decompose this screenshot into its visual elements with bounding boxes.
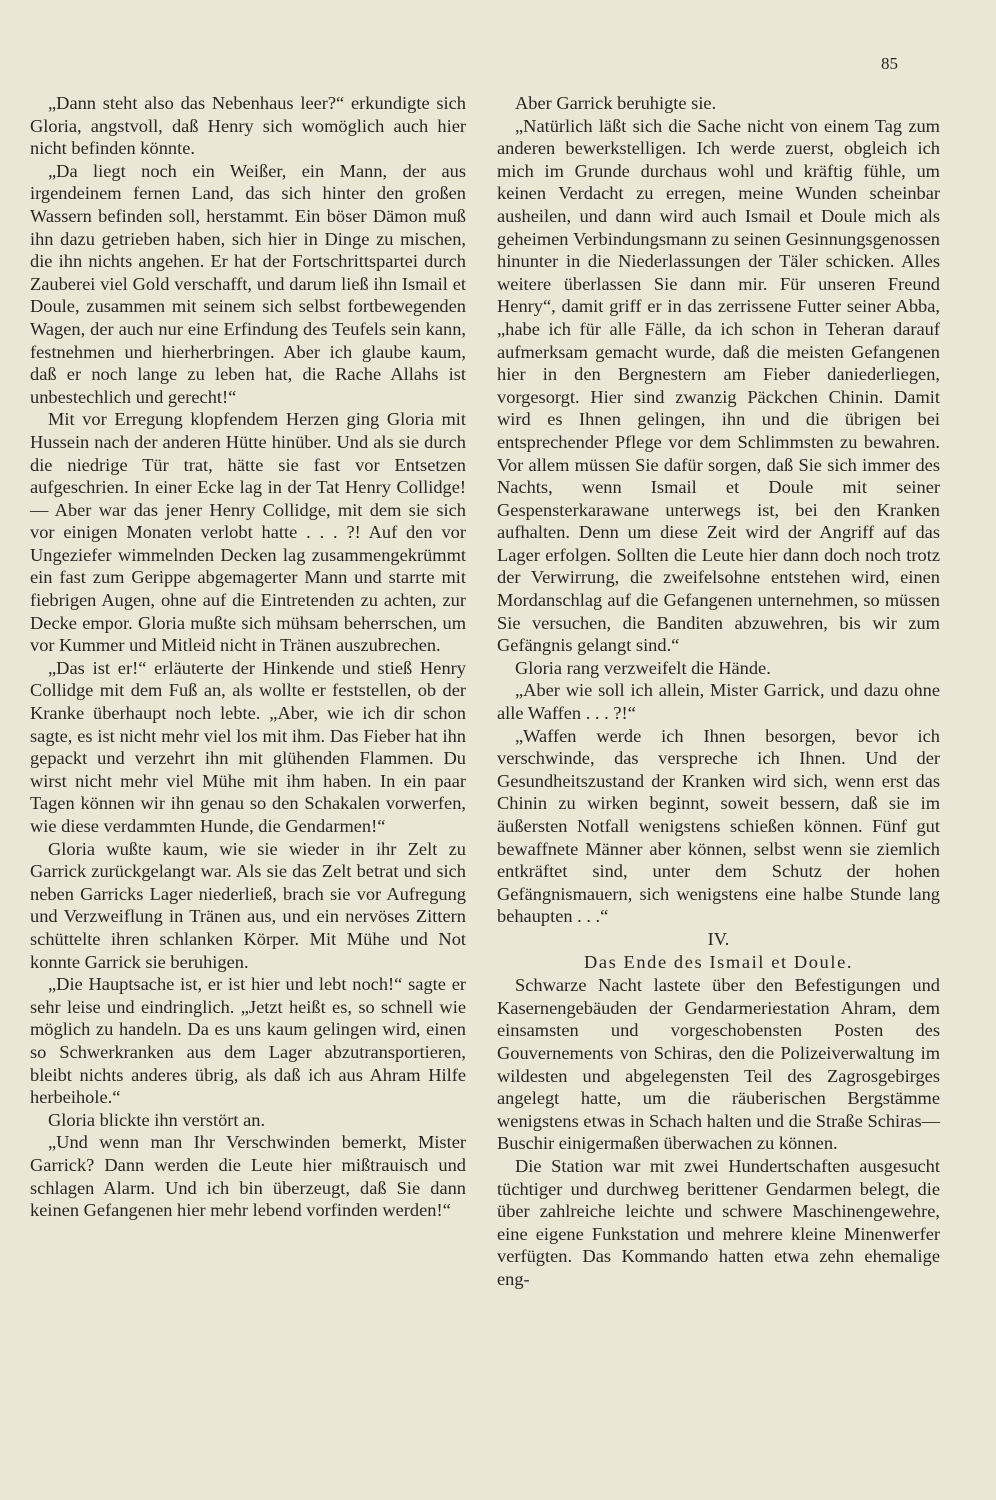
- paragraph: „Das ist er!“ erläuterte der Hinkende und stieß Henry Collidge mit dem Fuß an, als wollte er feststellen, ob der Kranke überhaupt noch lebte. „Aber, wie ich dir schon sagte, es ist nicht mehr viel los mit ihm. Das Fieber hat ihn gepackt und verzehrt ihn mit glühenden Flammen. Du wirst nicht mehr viel Mühe mit ihm haben. In ein paar Tagen können wir ihn genau so den Schakalen vorwerfen, wie diese verdammten Hunde, die Gendarmen!“: [30, 657, 466, 836]
- paragraph: Schwarze Nacht lastete über den Befestigungen und Kasernengebäuden der Gendarmeriestation Ahram, dem einsamsten und vorgeschobensten Posten des Gouvernements von Schiras, den die Polizeiverwaltung im wildesten und abgelegensten Teil des Zagrosgebirges angelegt hatte, um die räuberischen Bergstämme wenigstens etwas in Schach halten und die Straße Schiras—Buschir einigermaßen überwachen zu können.: [497, 975, 940, 1154]
- paragraph: Die Station war mit zwei Hundertschaften ausgesucht tüchtiger und durchweg berittener Gendarmen belegt, die über zahlreiche leichte und schwere Maschinengewehre, eine eigene Funkstation und mehrere kleine Minenwerfer verfügten. Das Kommando hatten etwa zehn ehemalige eng-: [497, 1155, 940, 1289]
- paragraph: „Die Hauptsache ist, er ist hier und lebt noch!“ sagte er sehr leise und eindringlich. „Jetzt heißt es, so schnell wie möglich zu handeln. Da es uns kaum gelingen wird, einen so Schwerkranken aus dem Lager abzutransportieren, bleibt nichts anderes übrig, als daß ich aus Ahram Hilfe herbeihole.“: [30, 974, 466, 1108]
- chapter-number: IV.: [707, 928, 730, 949]
- paragraph: „Und wenn man Ihr Verschwinden bemerkt, Mister Garrick? Dann werden die Leute hier mißtrauisch und schlagen Alarm. Und ich bin überzeugt, daß Sie dann keinen Gefangenen hier mehr lebend vorfinden werden!“: [30, 1132, 466, 1221]
- paragraph: „Dann steht also das Nebenhaus leer?“ erkundigte sich Gloria, angstvoll, daß Henry sich womöglich auch hier nicht befinden könnte.: [30, 93, 466, 159]
- chapter-title: Das Ende des Ismail et Doule.: [583, 951, 854, 972]
- paragraph: Gloria blickte ihn verstört an.: [48, 1109, 266, 1130]
- paragraph: „Da liegt noch ein Weißer, ein Mann, der aus irgendeinem fernen Land, das sich hinter den großen Wassern befinden soll, herstammt. Ein böser Dämon muß ihn dazu getrieben haben, sich hier in Dinge zu mischen, die ihn nichts angehen. Er hat der Fortschrittspartei durch Zauberei viel Gold verschafft, und darum ließ ihn Ismail et Doule, zusammen mit seinem sich selbst fortbewegenden Wagen, der auch nur eine Erfindung des Teufels sein kann, festnehmen und hierherbringen. Aber ich glaube kaum, daß er noch lange zu leben hat, die Rache Allahs ist unbestechlich und gerecht!“: [30, 160, 466, 407]
- paragraph: Gloria wußte kaum, wie sie wieder in ihr Zelt zu Garrick zurückgelangt war. Als sie das Zelt betrat und sich neben Garricks Lager niederließ, brach sie vor Aufregung und Verzweiflung in Tränen aus, und ein nervöses Zittern schüttelte ihren schlanken Körper. Mit Mühe und Not konnte Garrick sie beruhigen.: [30, 838, 466, 972]
- right-column: [497, 92, 940, 1290]
- paragraph: „Aber wie soll ich allein, Mister Garrick, und dazu ohne alle Waffen . . . ?!“: [497, 680, 940, 724]
- left-column: [30, 92, 466, 1222]
- paragraph: Gloria rang verzweifelt die Hände.: [515, 657, 771, 678]
- paragraph: Aber Garrick beruhigte sie.: [515, 93, 717, 113]
- page-number: 85: [881, 54, 898, 73]
- paragraph: „Natürlich läßt sich die Sache nicht von einem Tag zum anderen bewerkstelligen. Ich werde zuerst, obgleich ich mich im Grunde durchaus wohl und kräftig fühle, um keinen Verdacht zu erregen, meine Wunden scheinbar ausheilen, und dann wird auch Ismail et Doule mich als geheimen Verbindungsmann zu seinen Gesinnungsgenossen hinunter in die Niederlassungen der Täler schicken. Alles weitere überlassen Sie dann mir. Für unseren Freund Henry“, damit griff er in das zerrissene Futter seiner Abba, „habe ich für alle Fälle, da ich schon in Teheran darauf aufmerksam gemacht wurde, daß die meisten Gefangenen hier in den Bergnestern am Fieber daniederliegen, vorgesorgt. Hier sind zwanzig Päckchen Chinin. Damit wird es Ihnen gelingen, ihn und die übrigen bei entsprechender Pflege vor dem Schlimmsten zu bewahren. Vor allem müssen Sie dafür sorgen, daß Sie sich immer des Nachts, wenn Ismail et Doule mit seiner Gespensterkarawane unterwegs ist, bei den Kranken aufhalten. Denn um diese Zeit wird der Angriff auf das Lager erfolgen. Sollten die Leute hier dann doch noch trotz der Verwirrung, die zweifelsohne entstehen wird, einen Mordanschlag auf die Gefangenen unternehmen, so müssen Sie versuchen, die Banditen abzuwehren, bis wir zum Gefängnis gelangt sind.“: [497, 115, 940, 656]
- paragraph: „Waffen werde ich Ihnen besorgen, bevor ich verschwinde, das verspreche ich Ihnen. Und der Gesundheitszustand der Kranken wird sich, wenn erst das Chinin zu wirken beginnt, soweit bessern, daß sie im äußersten Notfall wenigstens schießen können. Fünf gut bewaffnete Männer aber können, selbst wenn sie ziemlich entkräftet sind, unter dem Schutz der hohen Gefängnismauern, sich wenigstens eine halbe Stunde lang behaupten . . .“: [497, 725, 940, 927]
- paragraph: Mit vor Erregung klopfendem Herzen ging Gloria mit Hussein nach der anderen Hütte hinüber. Und als sie durch die niedrige Tür trat, hätte sie fast vor Entsetzen aufgeschrien. In einer Ecke lag in der Tat Henry Collidge! — Aber war das jener Henry Collidge, mit dem sie sich vor einigen Monaten verlobt hatte . . . ?! Auf den vor Ungeziefer wimmelnden Decken lag zusammengekrümmt ein fast zum Gerippe abgemagerter Mann und starrte mit fiebrigen Augen, ohne auf die Eintretenden zu achten, zur Decke empor. Gloria mußte sich mühsam beherrschen, um vor Kummer und Mitleid nicht in Tränen auszubrechen.: [30, 409, 466, 656]
